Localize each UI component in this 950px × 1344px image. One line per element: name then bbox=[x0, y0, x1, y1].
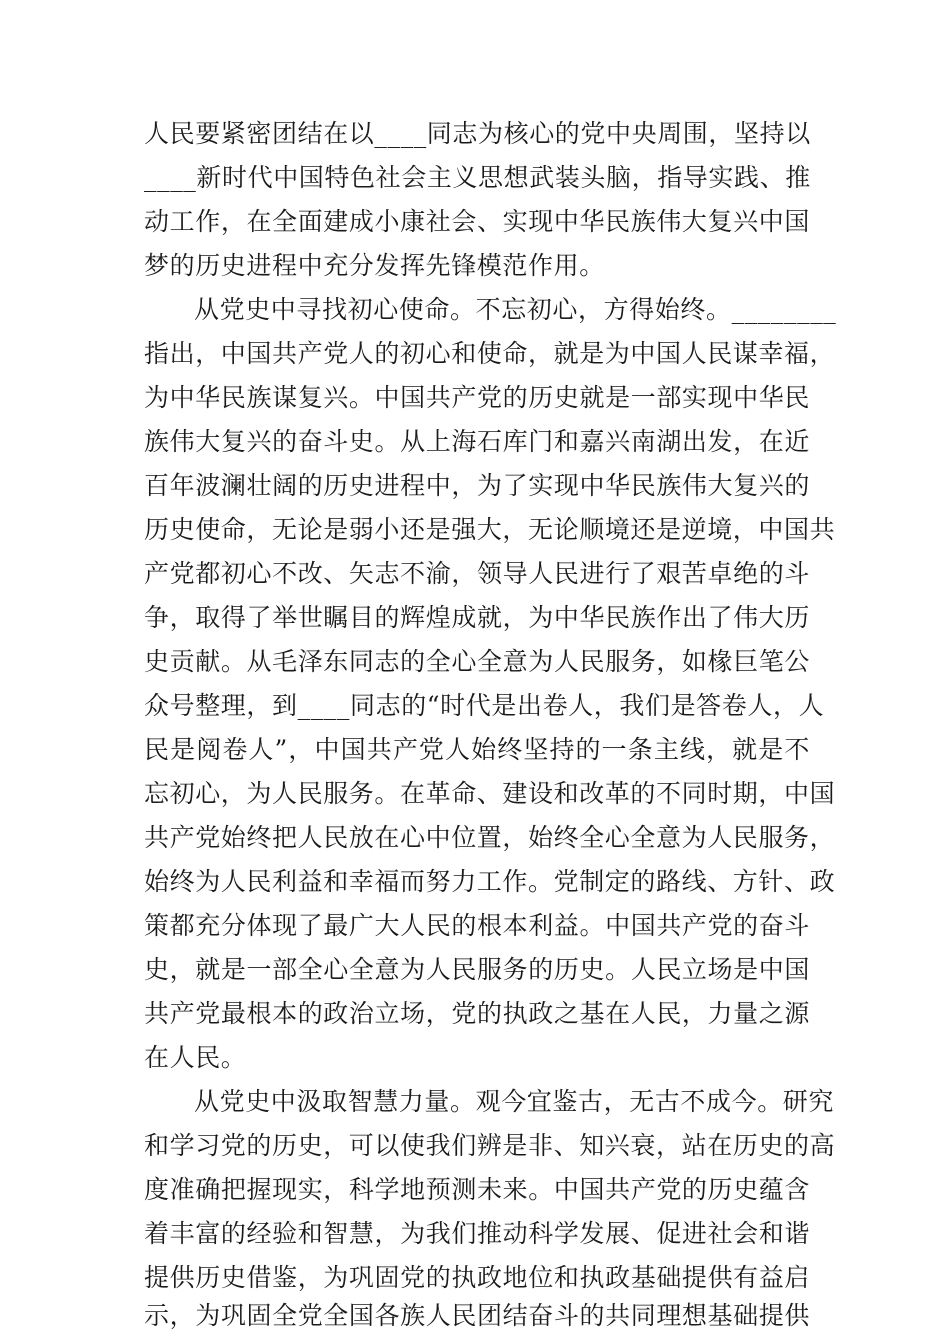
paragraph-first-line: 从党史中汲取智慧力量。观今宜鉴古，无古不成今。研究 bbox=[194, 1087, 835, 1116]
paragraph-first-line: 从党史中寻找初心使命。不忘初心，方得始终。________ bbox=[194, 295, 837, 324]
text-line: 百年波澜壮阔的历史进程中，为了实现中华民族伟大复兴的 bbox=[144, 471, 810, 500]
text-line: 示，为巩固全党全国各族人民团结奋斗的共同理想基础提供 bbox=[144, 1301, 810, 1330]
text-line: 产党都初心不改、矢志不渝，领导人民进行了艰苦卓绝的斗 bbox=[144, 559, 810, 588]
text-line: 指出，中国共产党人的初心和使命，就是为中国人民谋幸福， bbox=[144, 339, 836, 368]
text-line: 提供历史借鉴，为巩固党的执政地位和执政基础提供有益启 bbox=[144, 1263, 810, 1292]
text-line: 争，取得了举世瞩目的辉煌成就，为中华民族作出了伟大历 bbox=[144, 603, 810, 632]
text-line: 为中华民族谋复兴。中国共产党的历史就是一部实现中华民 bbox=[144, 383, 810, 412]
text-line: 忘初心，为人民服务。在革命、建设和改革的不同时期，中国 bbox=[144, 779, 836, 808]
text-line: 族伟大复兴的奋斗史。从上海石库门和嘉兴南湖出发，在近 bbox=[144, 427, 810, 456]
text-line: 共产党始终把人民放在心中位置，始终全心全意为人民服务， bbox=[144, 823, 836, 852]
text-line: 史，就是一部全心全意为人民服务的历史。人民立场是中国 bbox=[144, 955, 810, 984]
text-line: 始终为人民利益和幸福而努力工作。党制定的路线、方针、政 bbox=[144, 867, 836, 896]
text-line: 和学习党的历史，可以使我们辨是非、知兴衰，站在历史的高 bbox=[144, 1131, 836, 1160]
text-line: 史贡献。从毛泽东同志的全心全意为人民服务，如椽巨笔公 bbox=[144, 647, 810, 676]
text-line: 人民要紧密团结在以____同志为核心的党中央周围，坚持以 bbox=[144, 119, 811, 148]
text-line: 度准确把握现实，科学地预测未来。中国共产党的历史蕴含 bbox=[144, 1175, 810, 1204]
text-line: 民是阅卷人”，中国共产党人始终坚持的一条主线，就是不 bbox=[144, 735, 810, 764]
text-line: 众号整理，到____同志的“时代是出卷人，我们是答卷人，人 bbox=[144, 691, 825, 720]
text-line: 梦的历史进程中充分发挥先锋模范作用。 bbox=[144, 251, 605, 280]
text-line: 动工作，在全面建成小康社会、实现中华民族伟大复兴中国 bbox=[144, 207, 810, 236]
text-line: 着丰富的经验和智慧，为我们推动科学发展、促进社会和谐 bbox=[144, 1219, 810, 1248]
text-line: 在人民。 bbox=[144, 1043, 247, 1072]
text-line: 策都充分体现了最广大人民的根本利益。中国共产党的奋斗 bbox=[144, 911, 810, 940]
text-line: ____新时代中国特色社会主义思想武装头脑，指导实践、推 bbox=[144, 163, 811, 192]
text-line: 共产党最根本的政治立场，党的执政之基在人民，力量之源 bbox=[144, 999, 810, 1028]
text-line: 历史使命，无论是弱小还是强大，无论顺境还是逆境，中国共 bbox=[144, 515, 836, 544]
